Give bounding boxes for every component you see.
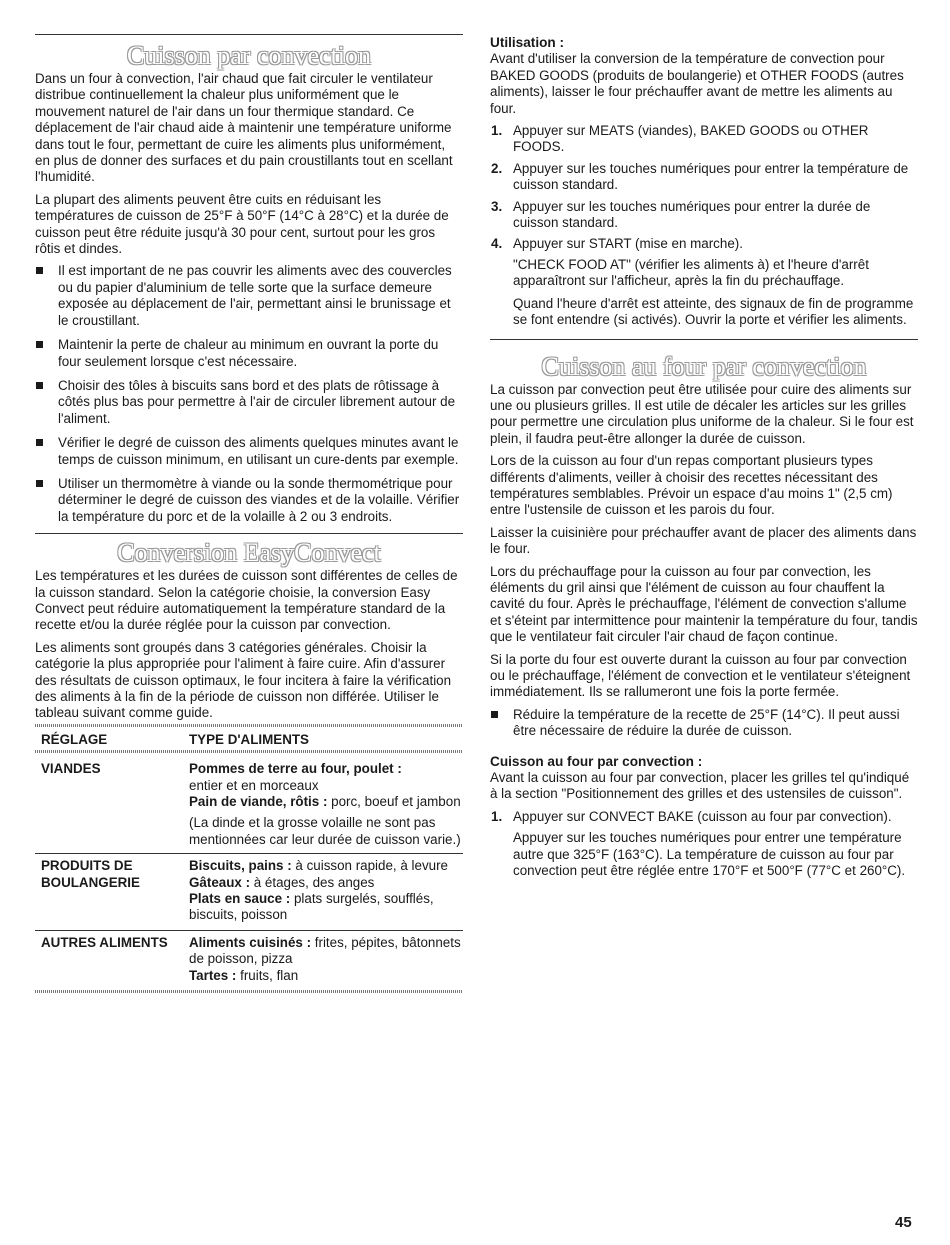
table-row-rule xyxy=(35,930,463,931)
paragraph: Dans un four à convection, l'air chaud que fait circuler le ventilateur distribue continuellement la chaleur plus uniformément que le mouvement naturel de l'air dans un four thermique standard. Ce déplacement de l'air chaud aide à maintenir une température uniforme dans tout le four, permettant de cuire les aliments plus uniformément, en plus de donner des surfaces et du pain croustillants tout en scellant l'humidité. xyxy=(35,71,453,185)
paragraph: Les températures et les durées de cuisson sont différentes de celles de la cuisson standard. Selon la catégorie choisie, la conversion Easy Convect peut réduire automatiquement la température standard de la recette et/ou la durée réglée pour la cuisson par convection. xyxy=(35,568,458,633)
list-item: 2. Appuyer sur les touches numériques pour entrer la température de cuisson standard. xyxy=(491,160,909,193)
food-line: entier et en morceaux xyxy=(189,777,319,793)
paragraph: Avant la cuisson au four par convection, placer les grilles tel qu'indiqué à la section "Positionnement des grilles et des ustensiles de cuisson". xyxy=(490,770,910,802)
food-line: Gâteaux : à étages, des anges xyxy=(189,874,375,890)
subheading-cuisson-four-convection: Cuisson au four par convection : xyxy=(490,753,703,769)
food-line: Tartes : fruits, flan xyxy=(189,967,299,983)
category-cell: AUTRES ALIMENTS xyxy=(41,934,168,950)
paragraph: Les aliments sont groupés dans 3 catégories générales. Choisir la catégorie la plus appropriée pour l'aliment à faire cuire. Afin d'assurer des résultats de cuisson optimaux, le four incitera à faire la vérification des aliments à la fin de la période de cuisson non différée. Utiliser le tableau suivant comme guide. xyxy=(35,639,452,721)
column-header-reglage: RÉGLAGE xyxy=(41,731,108,747)
food-cell xyxy=(189,858,463,924)
food-line: Aliments cuisinés : frites, pépites, bâtonnets de poisson, pizza xyxy=(189,934,461,967)
table-row xyxy=(35,858,463,924)
table-row xyxy=(35,761,463,848)
section-title-cuisson-four-convection: Cuisson au four par convection xyxy=(541,351,867,381)
food-line: Biscuits, pains : à cuisson rapide, à levure xyxy=(189,858,449,874)
section-rule xyxy=(35,533,463,534)
step-note: "CHECK FOOD AT" (vérifier les aliments à) et l'heure d'arrêt apparaîtront sur l'afficheur, après la fin du préchauffage. xyxy=(513,256,869,289)
list-item: Maintenir la perte de chaleur au minimum en ouvrant la porte du four seulement lorsque c'est nécessaire. xyxy=(35,337,463,370)
list-item: Choisir des tôles à biscuits sans bord et des plats de rôtissage à côtés plus bas pour permettre à l'air de circuler librement autour de l'aliment. xyxy=(35,378,463,427)
convect-steps xyxy=(490,809,918,825)
list-item: Vérifier le degré de cuisson des aliments quelques minutes avant le temps de cuisson minimum, en utilisant un cure-dents par exemple. xyxy=(35,435,463,468)
step-number: 2. xyxy=(491,160,503,176)
table-row-rule xyxy=(35,853,463,854)
food-note: (La dinde et la grosse volaille ne sont pas mentionnées car leur durée de cuisson varie.) xyxy=(189,815,461,847)
list-item: Réduire la température de la recette de 25°F (14°C). Il peut aussi être nécessaire de réduire la durée de cuisson. xyxy=(490,707,918,740)
paragraph: Lors de la cuisson au four d'un repas comportant plusieurs types différents d'aliments, veiller à choisir des recettes nécessitant des températures semblables. Prévoir un espace d'au moins 1" (2,5 cm) entre l'ustensile de cuisson et les parois du four. xyxy=(490,453,893,518)
step-number: 3. xyxy=(491,198,503,214)
list-item: 3. Appuyer sur les touches numériques pour entrer la durée de cuisson standard. xyxy=(491,198,871,231)
right-column xyxy=(490,0,918,885)
subheading-utilisation: Utilisation : xyxy=(490,35,565,50)
list-item: 4. Appuyer sur START (mise en marche). xyxy=(491,236,743,252)
table-hatch-rule xyxy=(35,724,463,727)
list-item: 1. Appuyer sur MEATS (viandes), BAKED GOODS ou OTHER FOODS. xyxy=(491,123,869,155)
section-rule xyxy=(490,339,918,340)
food-line: Plats en sauce : plats surgelés, soufflés, biscuits, poisson xyxy=(189,891,434,923)
table-hatch-rule xyxy=(35,990,463,993)
paragraph: Si la porte du four est ouverte durant la cuisson au four par convection ou le préchauffage, l'élément de convection et le ventilateur s'éteignent immédiatement. Ils se rallumeront une fois la porte fermée. xyxy=(490,651,911,700)
paragraph: La cuisson par convection peut être utilisée pour cuire des aliments sur une ou plusieurs grilles. Il est utile de décaler les articles sur les grilles pour permettre une circulation plus uniforme de la chaleur. Si le four est plein, il faudra peut-être allonger la durée de cuisson. xyxy=(490,381,914,446)
left-column xyxy=(35,0,463,993)
category-cell: VIANDES xyxy=(41,761,101,777)
tips-list xyxy=(35,263,463,525)
paragraph: Avant d'utiliser la conversion de la température de convection pour BAKED GOODS (produits de boulangerie) et OTHER FOODS (autres aliments), laisser le four préchauffer avant de mettre les aliments au four. xyxy=(490,51,904,116)
list-item: Il est important de ne pas couvrir les aliments avec des couvercles ou du papier d'aluminium de telle sorte que la surface demeure exposée au déplacement de l'air, permettant ainsi le brunissage et le croustillant. xyxy=(35,263,463,329)
section-title-easyconvect: Conversion EasyConvect xyxy=(117,538,381,568)
section-rule xyxy=(35,34,463,35)
tips-list xyxy=(490,707,918,740)
paragraph: Lors du préchauffage pour la cuisson au four par convection, les éléments du gril ainsi que l'élément de cuisson au four chauffent la cavité du four. Après le préchauffage, l'élément de convection s'allume et s'éteint par intermittence pour maintenir la température du four, tandis que le ventilateur fait circuler l'air chaud de façon continue. xyxy=(490,563,918,645)
table-row xyxy=(35,935,463,984)
step-note: Quand l'heure d'arrêt est atteinte, des signaux de fin de programme se font entendre (si activés). Ouvrir la porte et vérifier les aliments. xyxy=(513,295,914,328)
paragraph: La plupart des aliments peuvent être cuits en réduisant les températures de cuisson de 25°F à 50°F (14°C à 28°C) et la durée de cuisson peut être réduite jusqu'à 30 pour cent, surtout pour les gros rôtis et dindes. xyxy=(35,191,449,257)
food-line: Pain de viande, rôtis : porc, boeuf et jambon xyxy=(189,794,461,810)
step-number: 4. xyxy=(491,236,503,252)
step-number: 1. xyxy=(491,808,503,824)
utilisation-steps xyxy=(490,123,918,253)
page-number: 45 xyxy=(895,1214,912,1231)
table-hatch-rule xyxy=(35,750,463,753)
food-cell xyxy=(189,761,463,848)
column-header-type: TYPE D'ALIMENTS xyxy=(189,731,309,747)
list-item: 1. Appuyer sur CONVECT BAKE (cuisson au four par convection). xyxy=(491,808,892,824)
food-cell xyxy=(189,935,463,984)
step-number: 1. xyxy=(491,123,503,139)
section-title-cuisson-convection: Cuisson par convection xyxy=(126,41,372,70)
food-line: Pommes de terre au four, poulet : xyxy=(189,761,402,777)
table-header-row xyxy=(35,732,463,748)
list-item: Utiliser un thermomètre à viande ou la sonde thermométrique pour déterminer le degré de cuisson des viandes et de la volaille. Vérifier la température du porc et de la volaille à 2 ou 3 endroits. xyxy=(35,476,463,525)
category-cell: PRODUITS DE BOULANGERIE xyxy=(41,858,140,890)
conversion-table xyxy=(35,724,463,993)
paragraph: Laisser la cuisinière pour préchauffer avant de placer des aliments dans le four. xyxy=(490,524,917,557)
step-note: Appuyer sur les touches numériques pour entrer une température autre que 325°F (163°C). La température de cuisson au four par convection peut être réglée entre 170°F et 500°F (77°C et 260°C). xyxy=(513,830,906,879)
